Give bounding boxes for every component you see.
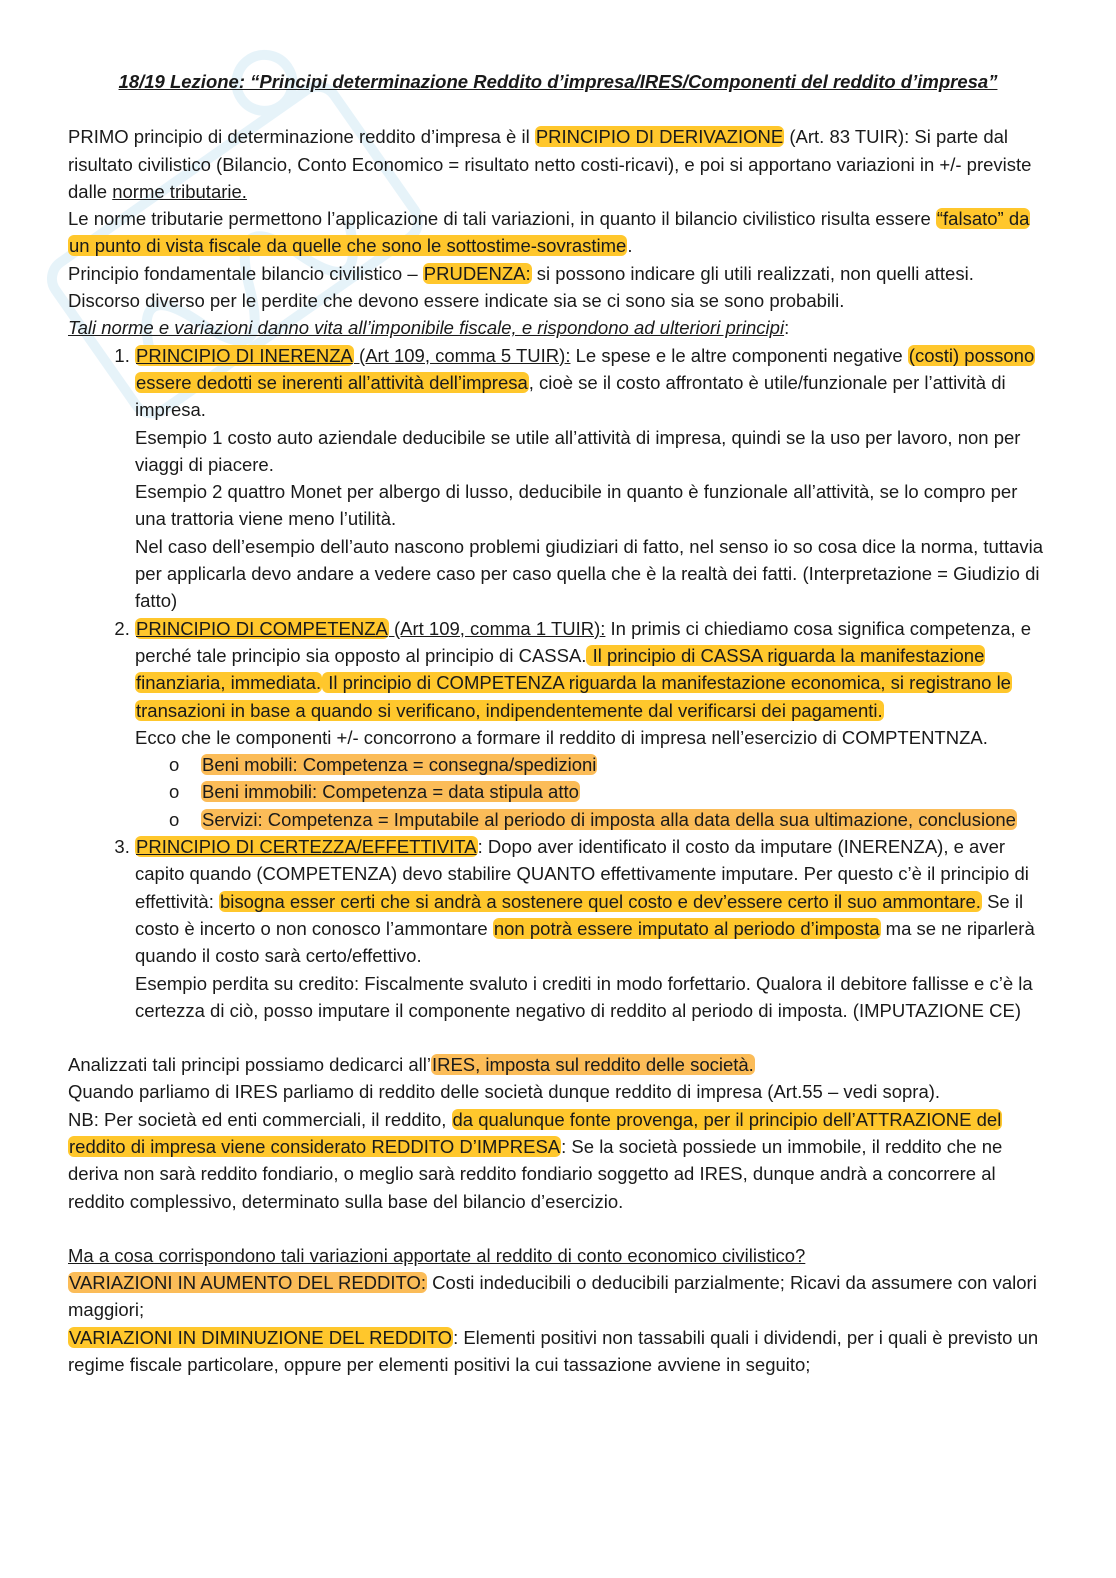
list-item: o Servizi: Competenza = Imputabile al periodo di imposta alla data della sua ultimazione, conclusione <box>201 806 1048 833</box>
document-page <box>68 68 1048 1378</box>
intro-paragraph-3: Principio fondamentale bilancio civilistico – PRUDENZA: si possono indicare gli utili realizzati, non quelli attesi. Discorso diverso per le perdite che devono essere indicate sia se ci sono sia se sono probabili. <box>68 262 974 312</box>
page-title: 18/19 Lezione: “Principi determinazione Reddito d’impresa/IRES/Componenti del reddito d’impresa” <box>118 71 998 92</box>
inerenza-example-2: Esempio 2 quattro Monet per albergo di lusso, deducibile in quanto è funzionale all’attività, se lo compro per una trattoria viene meno l’utilità. <box>135 481 1018 530</box>
norme-tributarie-underline: norme tributarie. <box>112 180 247 202</box>
certezza-example: Esempio perdita su credito: Fiscalmente svaluto i crediti in modo forfettario. Qualora il debitore fallisse e c’è la certezza di ciò, posso imputare il componente negativo di reddito al periodo di imposta. (IMPUTAZIONE CE) <box>135 972 1033 1021</box>
principle-inerenza: 1. PRINCIPIO DI INERENZA (Art 109, comma 5 TUIR): Le spese e le altre componenti negative (costi) possono essere dedotti se inerenti all’attività dell’impresa, cioè se il costo affrontato è utile/funzionale per l’attività di impresa. Esempio 1 costo auto aziendale deducibile se utile all’attività di impresa, quindi se la uso per lavoro, non per viaggi di piacere. Esempio 2 quattro Monet per albergo di lusso, deducibile in quanto è funzionale all’attività, se lo compro per una trattoria viene meno l’utilità. Nel caso dell’esempio dell’auto nascono problemi giudiziari di fatto, nel senso io so cosa dice la norma, tuttavia per applicarla devo andare a vedere caso per caso quella che è la realtà dei fatti. (Interpretazione = Giudizio di fatto) <box>135 342 1048 615</box>
highlight-attrazione: da qualunque fonte provenga, per il principio dell’ATTRAZIONE del reddito di impresa viene considerato REDDITO D’IMPRESA <box>69 1108 1002 1157</box>
competenza-items <box>135 751 1048 833</box>
variazioni-diminuzione: VARIAZIONI IN DIMINUZIONE DEL REDDITO: Elementi positivi non tassabili quali i dividendi, per i quali è previsto un regime fiscale particolare, oppure per elementi positivi la cui tassazione avviene in seguito; <box>68 1326 1039 1376</box>
intro-paragraph-2: Le norme tributarie permettono l’applicazione di tali variazioni, in quanto il bilancio civilistico risulta essere “falsato” da un punto di vista fiscale da quelle che sono le sottostime-sovrastime. <box>68 208 1030 257</box>
highlight-falsato: “falsato” da un punto di vista fiscale da quelle che sono le sottostime-sovrastime <box>69 208 1030 257</box>
variazioni-question: Ma a cosa corrispondono tali variazioni apportate al reddito di conto economico civilistico? <box>68 1244 806 1266</box>
principle-certezza: 3. PRINCIPIO DI CERTEZZA/EFFETTIVITA: Dopo aver identificato il costo da imputare (INERENZA), e aver capito quando (COMPETENZA) devo stabilire QUANTO effettivamente imputare. Per questo c’è il principio di effettività: bisogna esser certi che si andrà a sostenere quel costo e dev’essere certo il suo ammontare. Se il costo è incerto o non conosco l’ammontare non potrà essere imputato al periodo d’imposta ma se ne riparlerà quando il costo sarà certo/effettivo. Esempio perdita su credito: Fiscalmente svaluto i crediti in modo forfettario. Qualora il debitore fallisse e c’è la certezza di ciò, posso imputare il componente negativo di reddito al periodo di imposta. (IMPUTAZIONE CE) <box>135 833 1048 1024</box>
ires-paragraph-3: NB: Per società ed enti commerciali, il reddito, da qualunque fonte provenga, per il principio dell’ATTRAZIONE del reddito di impresa viene considerato REDDITO D’IMPRESA: Se la società possiede un immobile, il reddito che ne deriva non sarà reddito fondiario, o meglio sarà reddito fondiario soggetto ad IRES, dunque andrà a concorrere al reddito complessivo, determinato sulla base del bilancio d’esercizio. <box>68 1108 1003 1212</box>
intro-paragraph-1: PRIMO principio di determinazione reddito d’impresa è il PRINCIPIO DI DERIVAZIONE (Art. 83 TUIR): Si parte dal risultato civilistico (Bilancio, Conto Economico = risultato netto costi-ricavi), e poi si apportano variazioni in +/- previste dalle norme tributarie. <box>68 126 1032 202</box>
list-item: o Beni immobili: Competenza = data stipula atto <box>201 778 1048 805</box>
competenza-summary: Ecco che le componenti +/- concorrono a formare il reddito di impresa nell’esercizio di COMPTENTNZA. <box>135 726 988 748</box>
inerenza-example-3: Nel caso dell’esempio dell’auto nascono problemi giudiziari di fatto, nel senso io so cosa dice la norma, tuttavia per applicarla devo andare a vedere caso per caso quella che è la realtà dei fatti. (Interpretazione = Giudizio di fatto) <box>135 535 1044 612</box>
ires-paragraph-1: Analizzati tali principi possiamo dedicarci all’IRES, imposta sul reddito delle società. <box>68 1054 754 1076</box>
list-item: o Beni mobili: Competenza = consegna/spedizioni <box>201 751 1048 778</box>
principle-competenza: 2. PRINCIPIO DI COMPETENZA (Art 109, comma 1 TUIR): In primis ci chiediamo cosa significa competenza, e perché tale principio sia opposto al principio di CASSA. Il principio di CASSA riguarda la manifestazione finanziaria, immediata. Il principio di COMPETENZA riguarda la manifestazione economica, si registrano le transazioni in base a quando si verificano, indipendentemente dal verificarsi dei pagamenti. Ecco che le componenti +/- concorrono a formare il reddito di impresa nell’esercizio di COMPTENTNZA. o Beni mobili: Competenza = consegna/spedizioni o Beni immobili: Competenza = data stipula atto o Servizi: Competenza = Imputabile al periodo di imposta alla data della sua ultimazione, conclusione <box>135 615 1048 833</box>
ires-paragraph-2: Quando parliamo di IRES parliamo di reddito delle società dunque reddito di impresa (Art.55 – vedi sopra). <box>68 1081 941 1103</box>
variazioni-aumento: VARIAZIONI IN AUMENTO DEL REDDITO: Costi indeducibili o deducibili parzialmente; Ricavi da assumere con valori maggiori; <box>68 1272 1037 1321</box>
highlight-prudenza: PRUDENZA: <box>423 262 531 284</box>
highlight-ires: IRES, imposta sul reddito delle società. <box>431 1054 754 1076</box>
highlight-derivazione: PRINCIPIO DI DERIVAZIONE <box>535 126 784 148</box>
inerenza-example-1: Esempio 1 costo auto aziendale deducibile se utile all’attività di impresa, quindi se la uso per lavoro, non per viaggi di piacere. <box>135 426 1021 475</box>
principles-list <box>68 342 1048 1024</box>
intro-paragraph-4: Tali norme e variazioni danno vita all’imponibile fiscale, e rispondono ad ulteriori principi: <box>68 317 790 339</box>
